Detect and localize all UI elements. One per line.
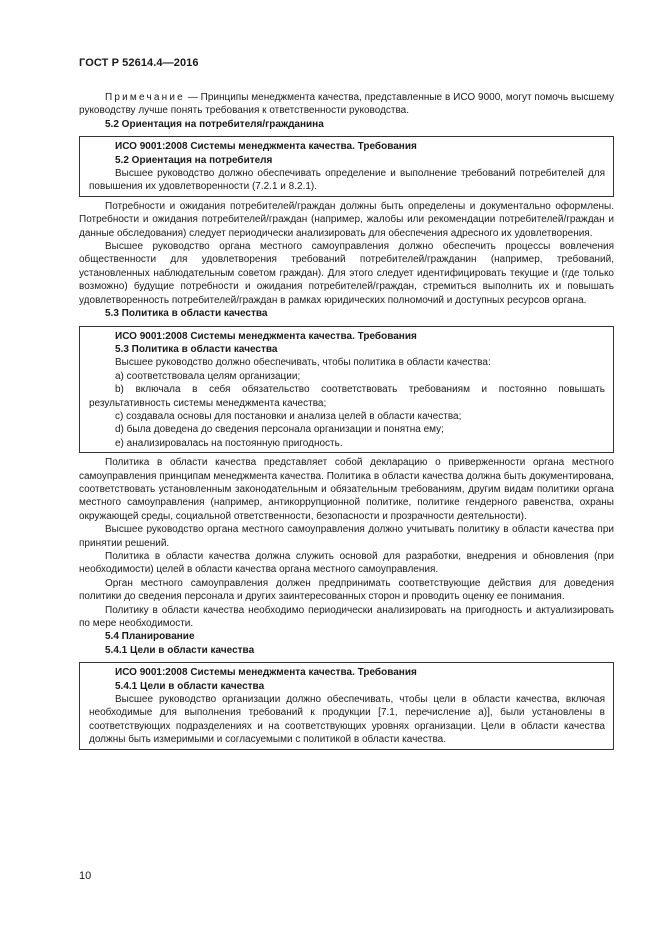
section-heading-5-3: 5.3 Политика в области качества (105, 308, 268, 320)
paragraph: Высшее руководство органа местного самоуправления должно обеспечить процессы вовлечения общественности для удовлетворения требований потребителей/гражданин (например, требований, установленных наблюдательным советом граждан). Для этого следует идентифицировать текущие и (где только возможно) будущие потребности и ожидания потребителей/граждан, стремиться выполнить их и повышать удовлетворенность потребителей/граждан в рамках юридических полномочий и доступных ресурсов органа. (79, 241, 614, 306)
paragraph: Орган местного самоуправления должен предпринимать соответствующие действия для доведения политики до сведения персонала и других заинтересованных сторон и проводить оценку ее понимания. (79, 577, 614, 603)
iso-box-text: Высшее руководство должно обеспечивать определение и выполнение требований потребителей для повышения их удовлетворенности (7.2.1 и 8.2.1). (89, 168, 605, 193)
note-label: Примечание (105, 92, 185, 103)
iso-quote-box-5-2 (79, 136, 614, 197)
iso-box-subtitle: 5.3 Политика в области качества (115, 343, 278, 355)
note-text: — Принципы менеджмента качества, представленные в ИСО 9000, могут помочь высшему руководству лучше понять требования к ответственности руководства. (79, 92, 614, 117)
document-code-header: ГОСТ Р 52614.4—2016 (79, 57, 199, 69)
page-number: 10 (79, 870, 92, 882)
note-paragraph (79, 91, 614, 118)
list-item: a) соответствовала целям организации; (115, 370, 301, 382)
iso-box-subtitle: 5.2 Ориентация на потребителя (115, 154, 273, 166)
paragraph: Потребности и ожидания потребителей/граждан должны быть определены и документально оформлены. Потребности и ожидания потребителей/граждан (например, жалобы или рекомендации потребителей/граждан и данные обследования) следует периодически анализировать для обеспечения адресного их удовлетворения. (79, 200, 614, 239)
iso-box-subtitle: 5.4.1 Цели в области качества (115, 680, 265, 692)
list-item: b) включала в себя обязательство соответствовать требованиям и постоянно повышать результативность системы менеджмента качества; (89, 384, 605, 409)
iso-quote-box-5-4-1 (79, 662, 614, 749)
section-heading-5-4: 5.4 Планирование (105, 631, 195, 643)
iso-box-text: Высшее руководство организации должно обеспечивать, чтобы цели в области качества, включая необходимые для выполнения требований к продукции [7.1, перечисление a)], были установлены в соответствующих подразделениях и на соответствующих уровнях организации. Цели в области качества должны быть измеримыми и согласуемыми с политикой в области качества. (89, 694, 605, 746)
iso-box-title: ИСО 9001:2008 Системы менеджмента качества. Требования (115, 141, 417, 153)
list-item: c) создавала основы для постановки и анализа целей в области качества; (115, 410, 462, 422)
paragraph: Политику в области качества необходимо периодически анализировать на пригодность и актуализировать по мере необходимости. (79, 604, 614, 630)
paragraph: Политика в области качества представляет собой декларацию о приверженности органа местного самоуправления принципам менеджмента качества. Политика в области качества должна быть документирована, соответствовать установленным законодательным и обязательным требованиям, другим видам политики органа местного самоуправления (например, антикоррупционной политике, политике гендерного равенства, охраны окружающей среды, социальной ответственности, безопасности и прозрачности деятельности). (79, 457, 614, 522)
section-heading-5-4-1: 5.4.1 Цели в области качества (105, 644, 255, 656)
list-item: d) была доведена до сведения персонала организации и понятна ему; (115, 424, 444, 436)
list-item: e) анализировалась на постоянную пригодность. (115, 437, 343, 449)
paragraph: Высшее руководство органа местного самоуправления должно учитывать политику в области качества при принятии решений. (79, 524, 614, 549)
paragraph: Политика в области качества должна служить основой для разработки, внедрения и обновления (при необходимости) целей в области качества органа местного самоуправления. (79, 551, 614, 576)
iso-box-intro: Высшее руководство должно обеспечивать, чтобы политика в области качества: (115, 357, 491, 369)
iso-box-title: ИСО 9001:2008 Системы менеджмента качества. Требования (115, 330, 417, 342)
iso-box-title: ИСО 9001:2008 Системы менеджмента качества. Требования (115, 667, 417, 679)
document-body (79, 91, 614, 753)
section-heading-5-2: 5.2 Ориентация на потребителя/гражданина (105, 118, 324, 130)
iso-quote-box-5-3 (79, 326, 614, 454)
